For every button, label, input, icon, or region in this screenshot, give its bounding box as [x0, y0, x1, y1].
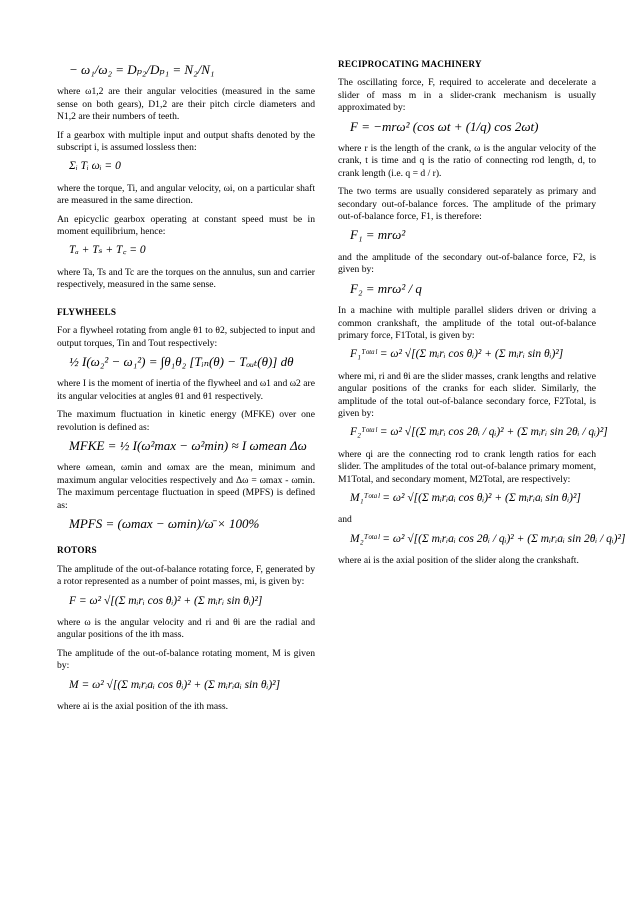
f1-equation: F₁ = mrω²	[350, 227, 406, 243]
mean-velocity-paragraph: where ωmean, ωmin and ωmax are the mean, minimum and maximum angular velocities respectively and Δω = ωmax - ωmin. The maximum percentage fluctuation in speed (MPFS) is defined as:	[57, 462, 315, 511]
multi-slider-paragraph: In a machine with multiple parallel sliders driven or driving a common crankshaft, the amplitude of the total out-of-balance primary force, F1Total, is given by:	[338, 305, 596, 341]
and-paragraph: and	[338, 514, 352, 526]
gear-ratio-equation: − ω₁/ω₂ = Dₚ₂/Dₚ₁ = N₂/N₁	[69, 62, 215, 77]
flywheel-equation: ½ I(ω₂² − ω₁²) = ∫θ₁θ₂ [Tᵢₙ(θ) − Tₒᵤₜ(θ)] dθ	[69, 353, 294, 369]
rotor-moment-equation: M = ω² √[(Σ mᵢrᵢaᵢ cos θᵢ)² + (Σ mᵢrᵢaᵢ sin θᵢ)²]	[69, 678, 281, 691]
rotor-force-equation: F = ω² √[(Σ mᵢrᵢ cos θᵢ)² + (Σ mᵢrᵢ sin θᵢ)²]	[69, 594, 263, 607]
epicyclic-equation: Tₐ + Tₛ + T꜀ = 0	[69, 244, 146, 257]
f1-total-equation: F₁ᵀᵒᵗᵃˡ = ω² √[(Σ mᵢrᵢ cos θᵢ)² + (Σ mᵢrᵢ sin θᵢ)²]	[350, 348, 564, 361]
reciprocating-paragraph: The oscillating force, F, required to accelerate and decelerate a slider of mass m in a slider-crank mechanism is usually approximated by:	[338, 77, 596, 114]
torque-paragraph: where the torque, Ti, and angular velocity, ωi, on a particular shaft are measured in the same direction.	[57, 182, 315, 207]
annulus-paragraph: where Ta, Ts and Tc are the torques on the annulus, sun and carrier respectively, measured in the same sense.	[57, 266, 315, 291]
m1-total-equation: M₁ᵀᵒᵗᵃˡ = ω² √[(Σ mᵢrᵢaᵢ cos θᵢ)² + (Σ mᵢrᵢaᵢ sin θᵢ)²]	[350, 491, 581, 504]
mfke-equation: MFKE = ½ I(ω²max − ω²min) ≈ I ωmean Δω	[69, 437, 307, 453]
secondary-paragraph: and the amplitude of the secondary out-of-balance force, F2, is given by:	[338, 251, 596, 276]
f2-total-equation: F₂ᵀᵒᵗᵃˡ = ω² √[(Σ mᵢrᵢ cos 2θᵢ / qᵢ)² + (Σ mᵢrᵢ sin 2θᵢ / qᵢ)²]	[350, 426, 608, 439]
left-column	[57, 58, 315, 719]
slider-masses-paragraph: where mi, ri and θi are the slider masses, crank lengths and relative angular positions of the cranks for each slider. Similarly, the amplitude of the total out-of-balance secondary force, F2Total, is given by:	[338, 370, 596, 419]
gearbox-equation: Σᵢ Tᵢ ωᵢ = 0	[69, 160, 121, 173]
flywheel-paragraph: For a flywheel rotating from angle θ1 to θ2, subjected to input and output torques, Tin and Tout respectively:	[57, 325, 315, 349]
right-column	[338, 58, 626, 574]
rotor-force-paragraph: The amplitude of the out-of-balance rotating force, F, generated by a rotor represented as a number of point masses, mi, is given by:	[57, 563, 315, 588]
terms-paragraph: The two terms are usually considered separately as primary and secondary out-of-balance forces. The amplitude of the primary out-of-balance force, F1, is therefore:	[338, 186, 596, 223]
epicyclic-paragraph: An epicyclic gearbox operating at constant speed must be in moment equilibrium, hence:	[57, 213, 315, 238]
m2-total-equation: M₂ᵀᵒᵗᵃˡ = ω² √[(Σ mᵢrᵢaᵢ cos 2θᵢ / qᵢ)² + (Σ mᵢrᵢaᵢ sin 2θᵢ / qᵢ)²]	[350, 532, 626, 545]
mfke-intro-paragraph: The maximum fluctuation in kinetic energy (MFKE) over one revolution is defined as:	[57, 409, 315, 433]
rotors-heading: ROTORS	[57, 545, 97, 556]
gear-where-paragraph: where ω1,2 are their angular velocities (measured in the same sense on both gears), D1,2 are their pitch circle diameters and N1,2 are their numbers of teeth.	[57, 86, 315, 123]
crank-paragraph: where r is the length of the crank, ω is the angular velocity of the crank, t is time and q is the ratio of connecting rod length, d, to crank length (i.e. q = d / r).	[338, 143, 596, 179]
rotor-moment-paragraph: The amplitude of the out-of-balance rotating moment, M is given by:	[57, 647, 315, 672]
qi-paragraph: where qi are the connecting rod to crank length ratios for each slider. The amplitudes of the total out-of-balance primary moment, M1Total, and secondary moment, M2Total, are respectively:	[338, 448, 596, 485]
axial-slider-paragraph: where ai is the axial position of the slider along the crankshaft.	[338, 555, 579, 567]
inertia-paragraph: where I is the moment of inertia of the flywheel and ω1 and ω2 are its angular velocities at angles θ1 and θ1 respectively.	[57, 378, 315, 402]
reciprocating-heading: RECIPROCATING MACHINERY	[338, 59, 482, 69]
rotor-where-paragraph: where ω is the angular velocity and ri and θi are the radial and angular positions of the ith mass.	[57, 617, 315, 641]
axial-position-paragraph: where ai is the axial position of the ith mass.	[57, 701, 229, 713]
gearbox-paragraph: If a gearbox with multiple input and output shafts denoted by the subscript i, is assumed lossless then:	[57, 129, 315, 154]
flywheels-heading: FLYWHEELS	[57, 306, 117, 317]
reciprocating-equation: F = −mrω² (cos ωt + (1/q) cos 2ωt)	[350, 118, 539, 134]
mpfs-equation: MPFS = (ωmax − ωmin)/ω̄ × 100%	[69, 515, 260, 531]
f2-equation: F₂ = mrω² / q	[350, 280, 422, 296]
